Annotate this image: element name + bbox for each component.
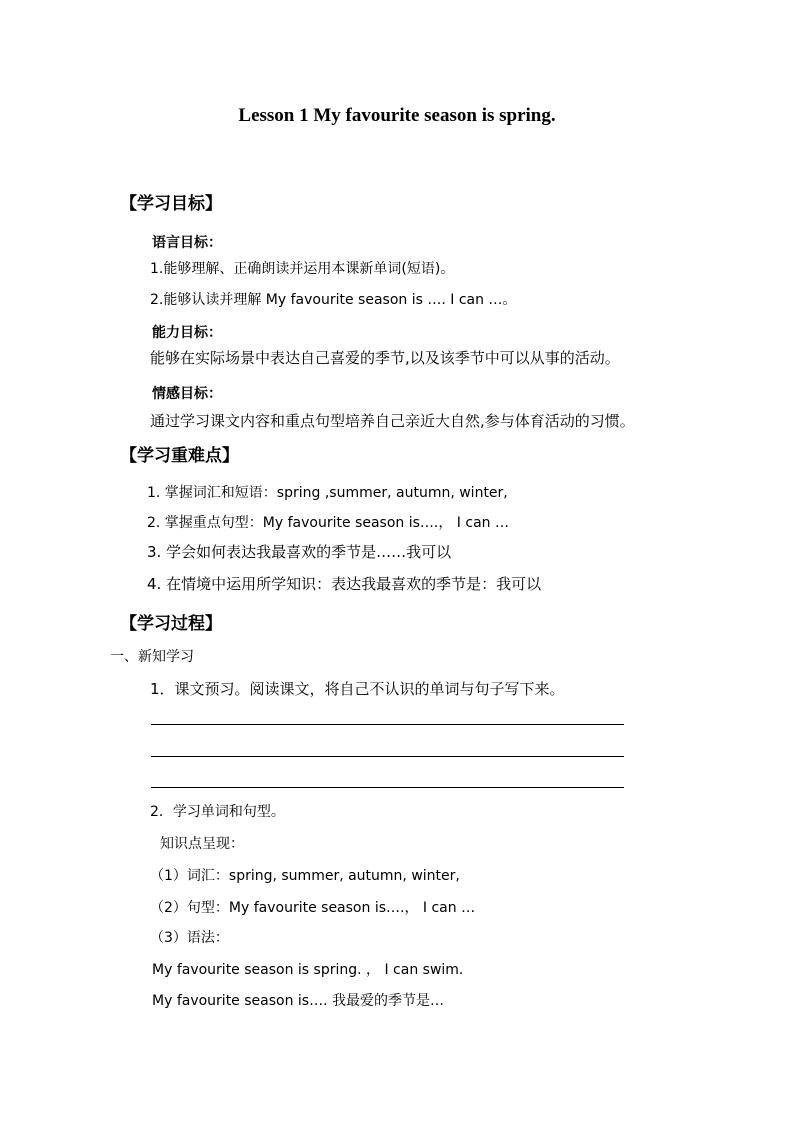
emotion-objective-label: 情感目标： xyxy=(152,386,222,402)
ability-objective-text: 能够在实际场景中表达自己喜爱的季节,以及该季节中可以从事的活动。 xyxy=(150,349,620,367)
step2-text: 2．学习单词和句型。 xyxy=(150,804,285,820)
process-heading: 【学习过程】 xyxy=(120,614,222,634)
key-point-item: 2. 掌握重点句型：My favourite season is….， I can … xyxy=(147,515,509,531)
language-objective-item: 2.能够认读并理解 My favourite season is …. I can …。 xyxy=(150,292,517,308)
example-sentence: My favourite season is…. 我最爱的季节是… xyxy=(152,993,444,1009)
answer-line[interactable] xyxy=(151,724,624,725)
language-objective-item: 1.能够理解、正确朗读并运用本课新单词(短语)。 xyxy=(150,261,455,277)
step1-text: 1．课文预习。阅读课文，将自己不认识的单词与句子写下来。 xyxy=(150,680,565,698)
example-sentence: My favourite season is spring. ， I can swim. xyxy=(152,962,464,978)
grammar-label: （3）语法： xyxy=(150,930,229,946)
key-point-item: 1. 掌握词汇和短语：spring ,summer, autumn, winter, xyxy=(147,485,508,501)
vocab-line: （1）词汇：spring, summer, autumn, winter, xyxy=(150,868,460,884)
key-points-heading: 【学习重难点】 xyxy=(120,446,239,466)
pattern-line: （2）句型：My favourite season is….， I can … xyxy=(150,900,476,916)
answer-line[interactable] xyxy=(151,787,624,788)
emotion-objective-text: 通过学习课文内容和重点句型培养自己亲近大自然,参与体育活动的习惯。 xyxy=(150,412,635,430)
key-point-item: 3. 学会如何表达我最喜欢的季节是……我可以 xyxy=(147,543,452,561)
ability-objective-label: 能力目标： xyxy=(152,325,222,341)
page-title: Lesson 1 My favourite season is spring. xyxy=(238,105,556,126)
part1-heading: 一、新知学习 xyxy=(110,649,194,665)
objectives-heading: 【学习目标】 xyxy=(120,194,222,214)
key-point-item: 4. 在情境中运用所学知识：表达我最喜欢的季节是：我可以 xyxy=(147,575,542,593)
answer-line[interactable] xyxy=(151,756,624,757)
knowledge-label: 知识点呈现： xyxy=(160,836,244,852)
language-objective-label: 语言目标： xyxy=(152,235,222,251)
